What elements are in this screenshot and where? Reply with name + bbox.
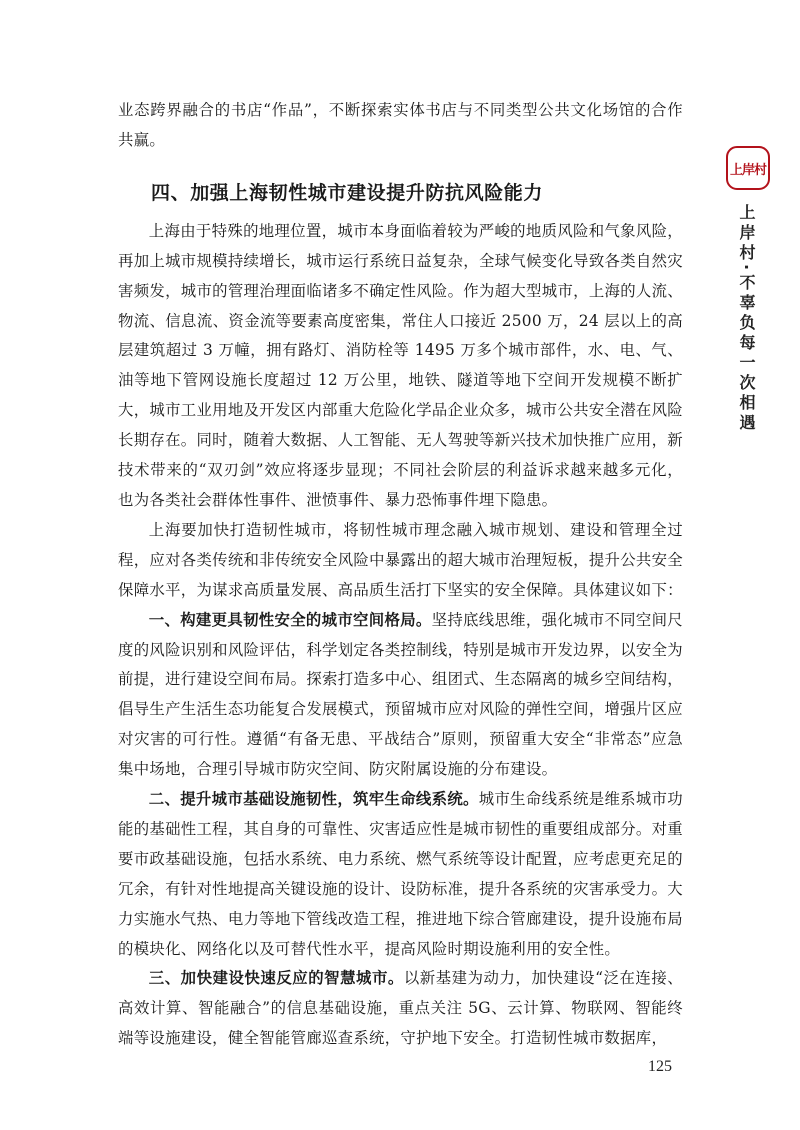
- paragraph: 业态跨界融合的书店“作品”，不断探索实体书店与不同类型公共文化场馆的合作共赢。: [118, 101, 683, 149]
- paragraph-body: 坚持底线思维，强化城市不同空间尺度的风险识别和风险评估，科学划定各类控制线，特别是城市开发边界，以安全为前提，进行建设空间布局。探索打造多中心、组团式、生态隔离的城乡空间结构，倡导生产生活生态功能复合发展模式，预留城市应对风险的弹性空间，增强片区应对灾害的可行性。遵循“有备无患、平战结合”原则，预留重大安全“非常态”应急集中场地，合理引导城市防灾空间、防灾附属设施的分布建设。: [118, 610, 683, 779]
- paragraph: [118, 964, 683, 1054]
- side-banner: [726, 146, 770, 434]
- paragraph-body: 以新基建为动力，加快建设“泛在连接、高效计算、智能融合”的信息基础设施，重点关注 5G、云计算、物联网、智能终端等设施建设，健全智能管廊巡查系统，守护地下安全。打造韧性城市数据库，: [118, 969, 683, 1048]
- paragraph-lead: 一、构建更具韧性安全的城市空间格局。: [148, 610, 432, 629]
- seal-logo-text: 上岸村: [729, 162, 766, 178]
- paragraph-lead: 三、加快建设快速反应的智慧城市。: [148, 969, 404, 988]
- paragraph: 上海要加快打造韧性城市，将韧性城市理念融入城市规划、建设和管理全过程，应对各类传统和非传统安全风险中暴露出的超大城市治理短板，提升公共安全保障水平，为谋求高质量发展、高品质生活打下坚实的安全保障。具体建议如下：: [118, 520, 683, 599]
- page-number: 125: [648, 1058, 672, 1075]
- section-heading: 四、加强上海韧性城市建设提升防抗风险能力: [151, 181, 544, 204]
- paragraph: [118, 785, 683, 964]
- body-text: [118, 96, 683, 1054]
- paragraph: 上海由于特殊的地理位置，城市本身面临着较为严峻的地质风险和气象风险，再加上城市规模持续增长，城市运行系统日益复杂，全球气候变化导致各类自然灾害频发，城市的管理治理面临诸多不确定性风险。作为超大型城市，上海的人流、物流、信息流、资金流等要素高度密集，常住人口接近 2500 万，24 层以上的高层建筑超过 3 万幢，拥有路灯、消防栓等 1495 万多个城市部件，水、电、气、油等地下管网设施长度超过 12 万公里，地铁、隧道等地下空间开发规模不断扩大，城市工业用地及开发区内部重大危险化学品企业众多，城市公共安全潜在风险长期存在。同时，随着大数据、人工智能、无人驾驶等新兴技术加快推广应用，新技术带来的“双刃剑”效应将逐步显现；不同社会阶层的利益诉求越来越多元化，也为各类社会群体性事件、泄愤事件、暴力恐怖事件埋下隐患。: [118, 221, 683, 509]
- seal-logo: [726, 146, 770, 190]
- paragraph-lead: 二、提升城市基础设施韧性，筑牢生命线系统。: [148, 790, 479, 809]
- side-title: 上岸村·不辜负每一次相遇: [737, 204, 756, 435]
- paragraph-body: 城市生命线系统是维系城市功能的基础性工程，其自身的可靠性、灾害适应性是城市韧性的重要组成部分。对重要市政基础设施，包括水系统、电力系统、燃气系统等设计配置，应考虑更充足的冗余，有针对性地提高关键设施的设计、设防标准，提升各系统的灾害承受力。大力实施水气热、电力等地下管线改造工程，推进地下综合管廊建设，提升设施布局的模块化、网络化以及可替代性水平，提高风险时期设施利用的安全性。: [118, 790, 683, 958]
- paragraph: [118, 606, 683, 785]
